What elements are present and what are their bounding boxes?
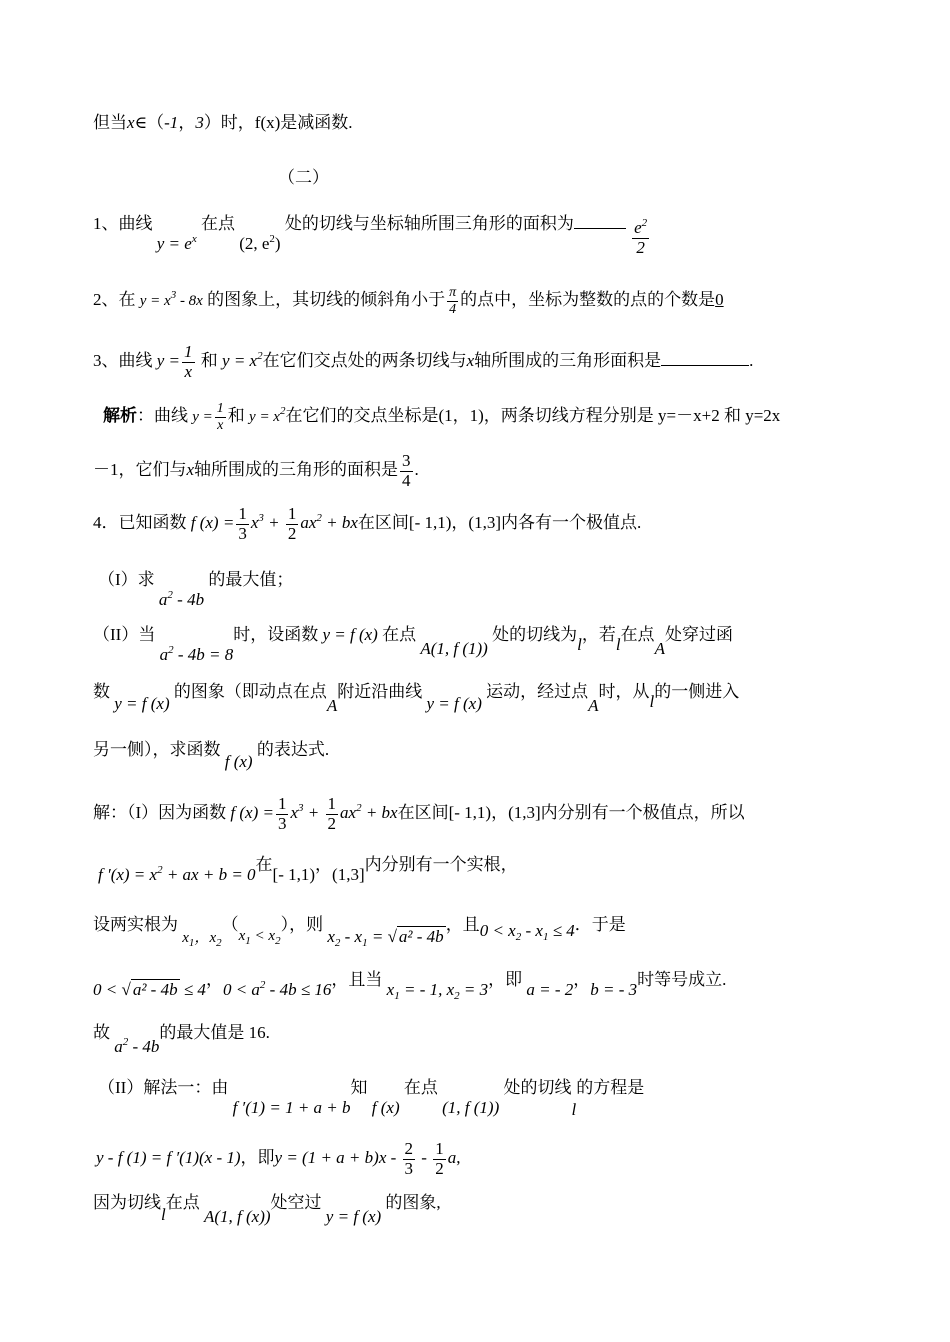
solution-line-5: 故 $a^2 - 4b$的最大值是 16. [93,1023,270,1056]
answer-blank [574,228,626,229]
solution-line-7: y - f (1) = f ′(1)(x - 1)，即y = (1 + a + b)x - $\frac{2}{3}$ - $\frac{1}{2}$ a, [96,1139,461,1178]
question-4-part-2-line-2: 数 y = f (x) 的图象（即动点在点A附近沿曲线 y = f (x) 运动，经过点A时，从l的一侧进入 [93,682,740,715]
answer-fraction: $\frac{e^2}{2}$ [634,217,648,257]
solution-line-3: 设两实根为 $x_1$，$x_2(x_1 < x_2)$，则 $x_2 - x_1$ = √ a² - 4b，且$0 < x_2 - x_1 \le 4$．于是 [93,915,626,949]
solution-3: 解析：曲线 y = $\frac{1}{x}$ 和 $y = x^2$在它们的交点坐标是(1，1)，两条切线方程分别是 y=－x+2 和 y=2x [103,401,781,433]
question-2: 2、在 $y = x^3 - 8x$ 的图象上，其切线的倾斜角小于 $\frac{\pi}{4}$ 的点中，坐标为整数的点的个数是0 [93,285,724,317]
text-line-1: 但当x∈（-1，3）时，f(x)是减函数. [93,113,353,132]
solution-line-4: 0 < √ a² - 4b ≤ 4，$0 < a^2 - 4b \le 16$，且当 $x_1$ = - 1, $x_2 = 3$，即 a = - 2，b = - 3时等号成立. [93,970,727,1002]
section-heading: （二） [278,168,329,187]
question-4-part-1: （I）求 $a^2 - 4b$ 的最大值； [98,570,294,609]
solution-line-6: （II）解法一：由 f ′(1) = 1 + a + b知 f (x) 在点 (1, f (1)) 处的切线l的方程是 [98,1078,645,1119]
answer-value: 0 [715,290,724,309]
question-4: 4．已知函数 f (x) = $\frac{1}{3}$ $x^3$ + $\frac{1}{2}$ $ax^2$ + bx在区间[- 1,1)，(1,3]内各有一个极值点. [93,504,642,543]
solution-line-2: f $'(x) = x^2$ + ax + b = 0在[- 1,1)，(1,3]内分别有一个实根， [98,855,518,884]
question-3: 3、曲线 y = $\frac{1}{x}$ 和 $y = x^2$在它们交点处的两条切线与x轴所围成的三角形面积是 . [93,342,754,381]
solution-3-cont: －1，它们与x轴所围成的三角形的面积是 $\frac{3}{4}$ . [93,451,419,490]
answer-blank [661,365,749,366]
solution-line-8: 因为切线l在点 A(1, f (x))处空过 y = f (x) 的图象, [93,1193,441,1226]
solution-line-1: 解：（I）因为函数 f (x) = $\frac{1}{3}$ $x^3$ + $\frac{1}{2}$ $ax^2$ + bx在区间[- 1,1)，(1,3]内分别有一个极值点，所以 [93,794,745,833]
question-1: 1、曲线 $y = e^x$ 在点 (2, $e^2$) 处的切线与坐标轴所围三角形的面积为 $\frac{e^2}{2}$ [93,214,648,257]
question-4-part-2-line-3: 另一侧），求函数 f (x) 的表达式. [93,740,330,771]
question-4-part-2: （II）当 $a^2 - 4b = 8$时，设函数 y = f (x) 在点 A(1, f (1)) 处的切线为l，若l在点A处穿过函 [93,625,733,664]
